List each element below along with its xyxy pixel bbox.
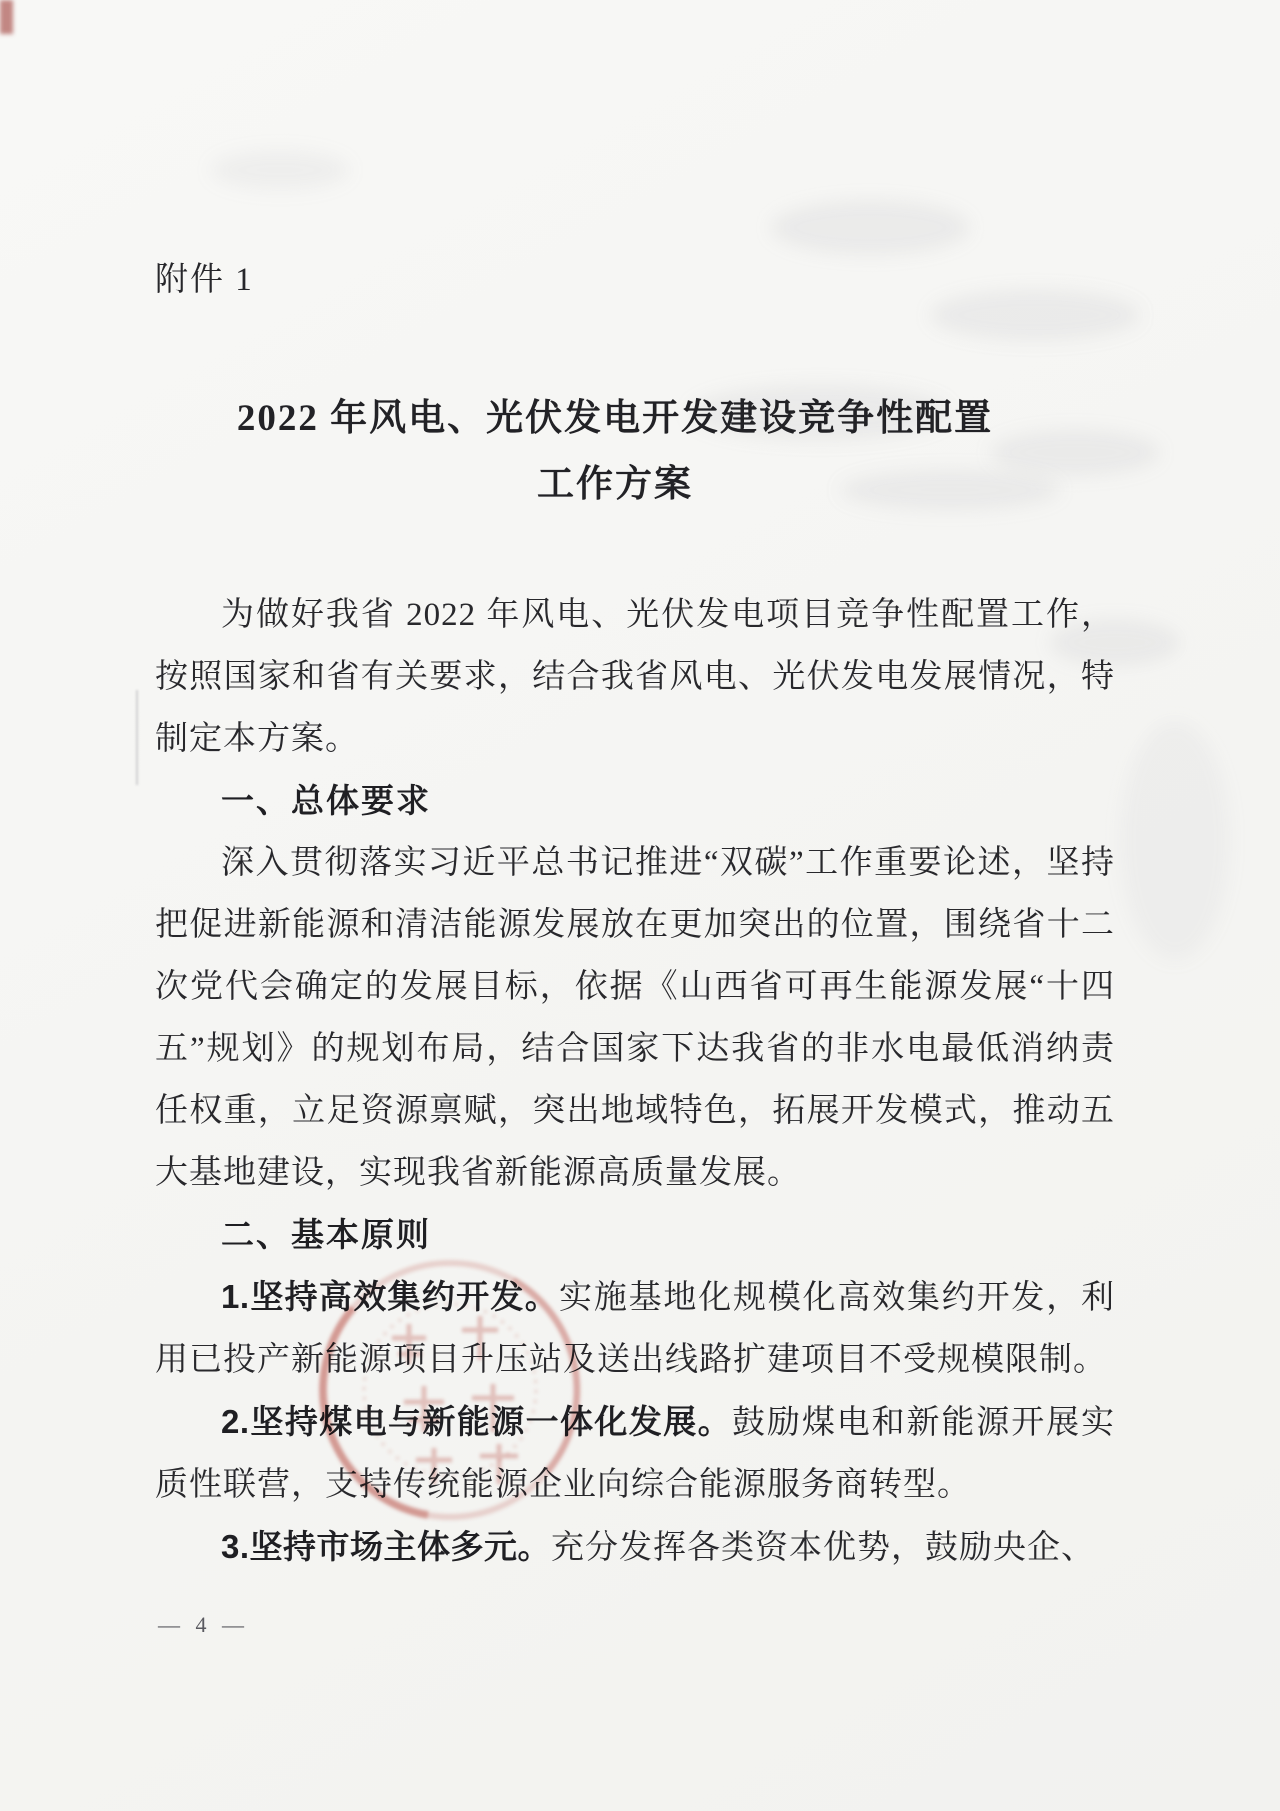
section-heading-basic-principles: 二、基本原则	[221, 1216, 431, 1253]
principle-item-3	[155, 1516, 1115, 1579]
page-number: — 4 —	[158, 1612, 249, 1637]
section-heading-overall-requirements: 一、总体要求	[221, 782, 431, 819]
intro-paragraph: 为做好我省 2022 年风电、光伏发电项目竞争性配置工作，按照国家和省有关要求，结合我省风电、光伏发电发展情况，特制定本方案。	[155, 597, 1115, 757]
attachment-label: 附件 1	[155, 262, 254, 298]
principle-1-text: 实施基地化规模化高效集约开发，利用已投产新能源项目升压站及送出线路扩建项目不受规模限制。	[155, 1280, 1115, 1378]
overall-requirements-paragraph: 深入贯彻落实习近平总书记推进“双碳”工作重要论述，坚持把促进新能源和清洁能源发展放在更加突出的位置，围绕省十二次党代会确定的发展目标，依据《山西省可再生能源发展“十四五”规划》的规划布局，结合国家下达我省的非水电最低消纳责任权重，立足资源禀赋，突出地域特色，拓展开发模式，推动五大基地建设，实现我省新能源高质量发展。	[155, 845, 1115, 1191]
scan-line-artifact	[136, 690, 138, 785]
scan-smudge	[1120, 720, 1230, 960]
principle-3-lead: 3.坚持市场主体多元。	[221, 1528, 552, 1565]
principle-2-lead: 2.坚持煤电与新能源一体化发展。	[221, 1403, 733, 1440]
title-line-1: 2022 年风电、光伏发电开发建设竞争性配置	[236, 398, 994, 439]
principle-item-1	[155, 1266, 1115, 1391]
title-line-2: 工作方案	[537, 464, 693, 505]
document-body	[155, 0, 1115, 1579]
principle-item-2	[155, 1391, 1115, 1516]
scan-corner-mark	[0, 0, 13, 34]
principle-1-lead: 1.坚持高效集约开发。	[221, 1278, 560, 1315]
principle-3-text: 充分发挥各类资本优势，鼓励央企、	[551, 1530, 1096, 1566]
document-title	[155, 386, 1115, 518]
principle-2-text: 鼓励煤电和新能源开展实质性联营，支持传统能源企业向综合能源服务商转型。	[155, 1405, 1116, 1503]
